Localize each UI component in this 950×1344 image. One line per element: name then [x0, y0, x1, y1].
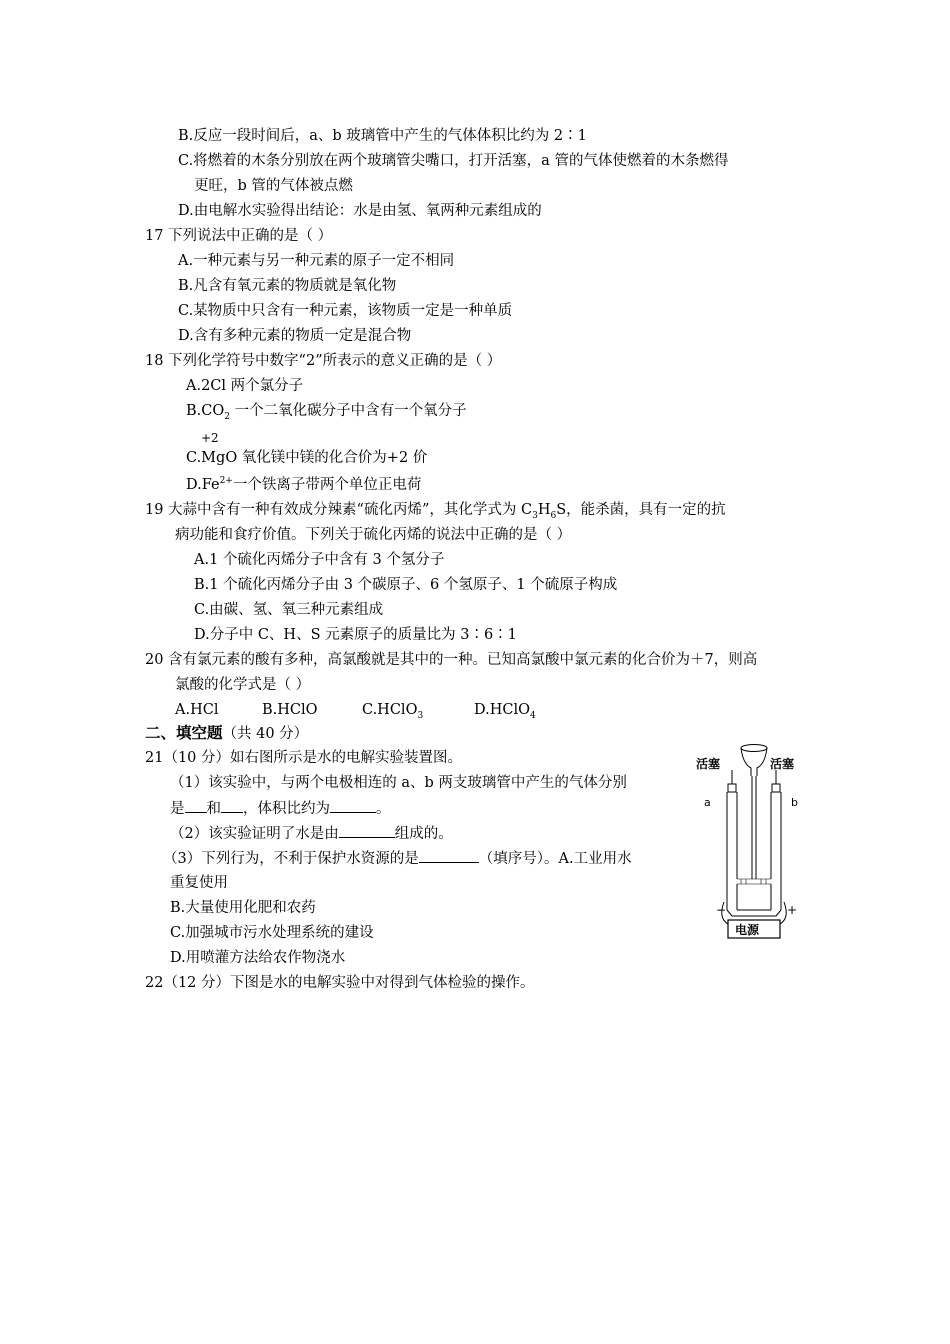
tube-label-a: a — [704, 796, 711, 809]
answer-blank[interactable] — [419, 848, 479, 863]
q16-option-c-line2: 更旺，b 管的气体被点燃 — [194, 178, 353, 194]
valve-label-right: 活塞 — [770, 757, 795, 771]
q21-option-c: C.加强城市污水处理系统的建设 — [170, 925, 374, 941]
q19-option-c: C.由碳、氢、氧三种元素组成 — [194, 602, 384, 618]
q16-option-d: D.由电解水实验得出结论：水是由氢、氧两种元素组成的 — [178, 203, 542, 219]
q18-option-d: $D.Fe^{2+}$一个铁离子带两个单位正电荷 — [186, 476, 422, 493]
electrode-plus-label: + — [787, 903, 798, 917]
q16-option-c-line1: C.将燃着的木条分别放在两个玻璃管尖嘴口，打开活塞，a 管的气体使燃着的木条燃得 — [178, 153, 729, 169]
tube-label-b: b — [791, 796, 798, 809]
answer-blank[interactable] — [221, 798, 243, 813]
q21-part2: （2）该实验证明了水是由 组成的。 — [170, 823, 453, 844]
q21-part1-line1: （1）该实验中，与两个电极相连的 a、b 两支玻璃管中产生的气体分别 — [170, 775, 627, 791]
q20-stem-line2: 氯酸的化学式是（ ） — [175, 677, 311, 693]
q21-option-d: D.用喷灌方法给农作物浇水 — [170, 950, 346, 966]
q21-part3-cont: 重复使用 — [170, 875, 228, 891]
q20-option-d: D.HClO$_4$ — [474, 702, 536, 721]
q16-option-b: B.反应一段时间后，a、b 玻璃管中产生的气体体积比约为 2∶1 — [178, 128, 587, 144]
electrolysis-apparatus-figure — [694, 742, 806, 942]
q19-option-b: B.1 个硫化丙烯分子由 3 个碳原子、6 个氢原子、1 个硫原子构成 — [194, 577, 618, 593]
q17-stem: 17 下列说法中正确的是（ ） — [145, 228, 333, 244]
q18-stem: 18 下列化学符号中数字“2”所表示的意义正确的是（ ） — [145, 353, 502, 369]
answer-blank[interactable] — [330, 798, 376, 813]
q21-stem: 21（10 分）如右图所示是水的电解实验装置图。 — [145, 750, 463, 766]
q21-part1-line2: 是 和 ，体积比约为 。 — [170, 798, 391, 819]
q22-stem: 22（12 分）下图是水的电解实验中对得到气体检验的操作。 — [145, 975, 535, 991]
q21-option-b: B.大量使用化肥和农药 — [170, 900, 316, 916]
q19-option-d: D.分子中 C、H、S 元素原子的质量比为 3∶6∶1 — [194, 627, 517, 643]
q20-option-c: C.HClO$_3$ — [362, 702, 424, 721]
q17-option-a: A.一种元素与另一种元素的原子一定不相同 — [178, 253, 455, 269]
electrode-minus-label: − — [716, 903, 727, 917]
q18-option-a: A.2Cl 两个氯分子 — [186, 378, 304, 394]
q20-option-a: A.HCl — [175, 702, 219, 718]
q18-option-c: C.MgO 氧化镁中镁的化合价为+2 价 — [186, 450, 428, 466]
q17-option-c: C.某物质中只含有一种元素，该物质一定是一种单质 — [178, 303, 513, 319]
q20-option-b: B.HClO — [262, 702, 318, 718]
q18-valence-mark: +2 — [201, 431, 219, 445]
section-title: 二、填空题（共 40 分） — [145, 723, 309, 742]
q19-stem-line1: 19 大蒜中含有一种有效成分辣素“硫化丙烯”，其化学式为 $C_3H_6S$，能杀菌，具有一定的抗 — [145, 502, 726, 521]
answer-blank[interactable] — [185, 798, 207, 813]
q21-part3: （3）下列行为，不利于保护水资源的是 （填序号）。A.工业用水 — [163, 848, 632, 869]
power-label: 电源 — [735, 923, 760, 937]
q17-option-d: D.含有多种元素的物质一定是混合物 — [178, 328, 412, 344]
q20-stem-line1: 20 含有氯元素的酸有多种，高氯酸就是其中的一种。已知高氯酸中氯元素的化合价为＋7，则高 — [145, 652, 758, 668]
q19-option-a: A.1 个硫化丙烯分子中含有 3 个氢分子 — [194, 552, 445, 568]
q18-option-b: $B.CO_2$ 一个二氧化碳分子中含有一个氧分子 — [186, 403, 467, 422]
valve-label-left: 活塞 — [696, 757, 721, 771]
q17-option-b: B.凡含有氧元素的物质就是氧化物 — [178, 278, 397, 294]
answer-blank[interactable] — [339, 823, 395, 838]
q19-stem-line2: 病功能和食疗价值。下列关于硫化丙烯的说法中正确的是（ ） — [175, 527, 572, 543]
